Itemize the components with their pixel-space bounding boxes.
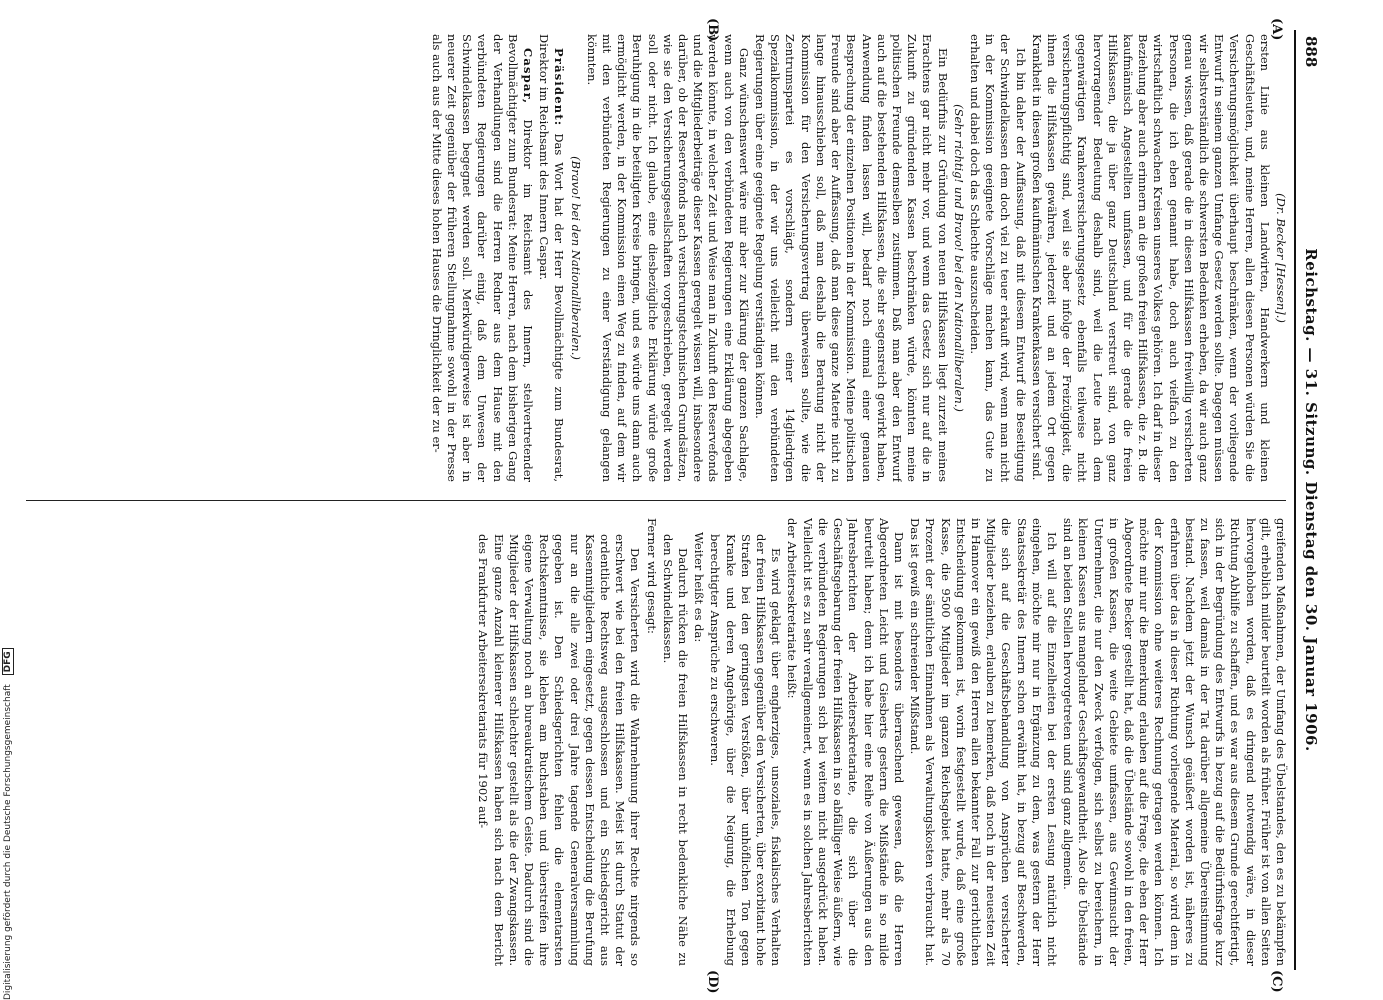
- margin-marker-d: (D): [705, 970, 720, 994]
- paragraph: Ganz wünschenswert wäre mir aber zur Klärung der ganzen Sachlage, wenn auch von den verbündeten Regierungen eine Erklärung abgegeben werden könnte, in welcher Zeit und Weise man in Zukunft den Reservefonds und die Mitgliederbeiträge dieser Kassen geregelt wissen will, insbesondere darüber, ob der Reservefonds nach versicherungstechnischen Grundsätzen, wie sie den Versicherungsgesellschaften vorgeschrieben, geregelt werden soll oder nicht. Ich glaube, eine diesbezügliche Erklärung würde große Beruhigung in die beteiligten Kreise bringen, und es würde uns dann auch ermöglicht werden, in der Kommission einen Weg zu finden, auf dem wir mit den verbündeten Regierungen zu einer Verständigung gelangen könnten.: [584, 34, 751, 482]
- interjection: (Sehr richtig! und Bravo! bei den Nationalliberalen.): [951, 104, 966, 412]
- paragraph: ersten Linie aus kleinen Landwirten, Handwerkern und kleinen Geschäftsleuten, und, meine Herren, allen diesen Personen würden Sie die Versicherungsmöglichkeit überhaupt beschränken, wenn der vorliegende Entwurf in seinem ganzen Umfange Gesetz werden sollte. Dagegen müssen wir selbstverständlich die schwersten Bedenken erheben, da wir auch ganz genau wissen, daß gerade die in diesen Hilfskassen freiwillig versicherten Personen, die ich eben genannt habe, doch auch vielfach zu den wirtschaftlich schwachen Kreisen unseres Volkes gehören. Ich darf in dieser Beziehung aber auch erinnern an die großen freien Hilfskassen, die z. B. die kaufmännisch Angestellten umfassen, und für die gerade die freien Hilfskassen, die ja über ganz Deutschland verstreut sind, von ganz hervorragender Bedeutung deshalb sind, weil die Leute nach dem gegenwärtigen Krankenversicherungsgesetz ebenfalls teilweise nicht versicherungspflichtig sind, weil sie aber infolge der Freizügigkeit, die ihnen die Hilfskassen gewähren, jederzeit und an jedem Ort gegen Krankheit in diesen großen kaufmännischen Krankenkassen versichert sind.: [1029, 34, 1272, 482]
- applause-note: (Bravo! bei den Nationalliberalen.): [568, 156, 583, 360]
- president-label: Präsident:: [552, 48, 567, 127]
- speaker-continuation: (Dr. Becker [Hessen].): [1274, 193, 1288, 323]
- speaker-paragraph: [429, 34, 535, 482]
- speaker-label: Caspar,: [521, 48, 536, 105]
- paragraph: Ich will auf die Einzelheiten bei der ersten Lesung natürlich nicht eingehen, möchte mir nur in Ergänzung zu dem, was gestern der Herr Staatssekretär des Innern schon erwähnt hat, in bezug auf Beschwerden, die sich auf die Geschäftsbehandlung von Ansprüchen versicherter Mitglieder beziehen, erlauben zu bemerken, daß noch in der neuesten Zeit in Hannover ein gewiß den Herren allen bekannter Fall zur gerichtlichen Entscheidung gekommen ist, worin festgestellt wurde, daß eine große Kasse, die 9500 Mitglieder im ganzen Reichsgebiet hatte, mehr als 70 Prozent der sämtlichen Einnahmen als Verwaltungskosten verbraucht hat. Das ist gewiß ein schreiender Mißstand.: [908, 518, 1059, 966]
- credit-text: Digitalisierung gefördert durch die Deutsche Forschungsgemeinschaft: [3, 684, 13, 1000]
- page-header: [1290, 20, 1330, 980]
- paragraph: Dann ist mit besonders überraschend gewesen, daß die Herren Abgeordneten Leicht und Giesberts gestern die Mißstände in so milde beurteilt haben; denn ich habe hier eine Reihe von Äußerungen aus den Jahresberichten der Arbeitersekretariate, die sich über die Geschäftsgebarung der freien Hilfskassen in so abfälliger Weise äußern, wie die verbündeten Regierungen sich bei weitem nicht ausgedrückt haben. Vielleicht ist es zu sehr verallgemeinert, wenn es in solchen Jahresberichten der Arbeitersekretariate heißt:: [785, 518, 906, 966]
- column-divider: [26, 500, 1286, 501]
- margin-marker-b: (B): [705, 18, 720, 42]
- left-column: [18, 34, 1288, 482]
- quote: Den Versicherten wird die Wahrnehmung ihrer Rechte nirgends so erschwert wie bei den freien Hilfskassen. Meist ist durch Statut der ordentliche Rechtsweg ausgeschlossen und ein Schiedsgericht aus Kassenmitgliedern eingesetzt, gegen dessen Entscheidung die Berufung nur an die alle zwei oder drei Jahre tagende Generalversammlung gegeben ist. Den Schiedsgerichten fehlen die elementarsten Rechtskenntnisse, sie kleben am Buchstaben und überstreifen ihre eigene Verwaltung noch an bureaukratischem Geiste. Dadurch sind die Mitglieder der Hilfskassen schlechter gestellt als die der Zwangskassen. Eine ganze Anzahl kleinerer Hilfskassen haben sich nach dem Bericht des Frankfurter Arbeitersekretariats für 1902 auf-: [476, 534, 643, 966]
- margin-marker-c: (C): [1269, 970, 1284, 993]
- speaker-text: Direktor im Reichsamt des Innern, stellvertretender Bevollmächtigter zum Bundesrat: Meine Herren, nach dem bisherigen Gang der Verhandlungen sind die Herren Redner aus dem Hause mit den verbündeten Regierungen darüber einig, daß dem Unwesen der Schwindelkassen begegnet werden soll. Merkwürdigerweise ist aber in neuerer Zeit gegenüber der früheren Stellungnahme sowohl in der Presse als auch aus der Mitte dieses hohen Hauses die Dringlichkeit der zu er-: [429, 34, 536, 482]
- page-title: Reichstag. — 31. Sitzung. Dienstag den 30. Januar 1906.: [1302, 248, 1320, 752]
- digitization-credit: [2, 0, 14, 1000]
- dfg-logo: DFG: [2, 648, 14, 675]
- president-text: Das Wort hat der Herr Bevollmächtigte zum Bundesrat, Direktor im Reichsamt des Innern Caspar.: [537, 34, 567, 482]
- quote: Dadurch rücken die freien Hilfskassen in recht bedenkliche Nähe zu den Schwindelkassen.: [660, 534, 691, 966]
- paragraph: greifenden Maßnahmen, der Umfang des Übelstandes, den es zu bekämpfen gilt, erheblich milder beurteilt worden als früher. Früher ist von allen Seiten hervorgehoben worden, daß es dringend notwendig wäre, in dieser Richtung Abhilfe zu schaffen, und es war aus diesem Grunde gerechtfertigt, sich in der Begründung des Entwurfs in bezug auf die Bedürfnisfrage kurz zu fassen, weil damals in der Tat darüber allgemeine Übereinstimmung bestand. Nachdem jetzt der Wunsch geäußert worden ist, näheres zu erfahren über das in dieser Richtung vorliegende Material, so wird dem in der Kommission ohne weiteres Rechnung getragen werden können. Ich möchte mir nur die Bemerkung erlauben auf die Frage, die eben der Herr Abgeordnete Becker gestellt hat, daß die Übelstände sowohl in den freien, in großen Kassen, die weite Gebiete umfassen, aus Gewinnsucht der Unternehmer, die nur den Zweck verfolgen, sich selbst zu bereichern, in kleinen Kassen aus mangelnder Geschäftsgewandtheit. Also die Übelstände sind an beiden Stellen hervorgetreten und sind ganz allgemein.: [1061, 518, 1288, 966]
- paragraph: Ein Bedürfnis zur Gründung von neuen Hilfskassen liegt zurzeit meines Erachtens gar nicht mehr vor, und wenn das Gesetz sich nur auf die in Zukunft zu gründenden Kassen beschränken würde, könnten meine politischen Freunde demselben zustimmen. Daß man aber den Entwurf auch auf die bestehenden Hilfskassen, die sehr segensreich gewirkt haben, Anwendung finden lassen will, bedarf noch einmal einer genauen Besprechung der einzelnen Positionen in der Kommission. Meine politischen Freunde sind aber der Auffassung, daß man diese ganze Materie nicht zu lange hinausschieben soll, daß man deshalb die Beratung nicht der Kommission für den Versicherungsvertrag überweisen sollte, wie die Zentrumspartei es vorschlägt, sondern einer 14gliedrigen Spezialkommission, in der wir uns vielleicht mit den verbündeten Regierungen über eine geeignete Regelung verständigen können.: [753, 34, 950, 482]
- margin-marker-a: (A): [1269, 18, 1284, 41]
- paragraph: Ferner wird gesagt:: [644, 518, 659, 634]
- paragraph: Ich bin daher der Auffassung, daß mit diesem Entwurf die Beseitigung der Schwindelkassen dem doch viel zu teuer erkauft wird, wenn man nicht in der Kommission geeignete Vorschläge machen kann, das Gute zu erhalten und dabei doch das Schlechte auszuscheiden.: [967, 34, 1028, 482]
- president-paragraph: [536, 34, 566, 482]
- paragraph: Weiter heißt es da:: [692, 532, 707, 643]
- header-rule: [1294, 30, 1296, 970]
- page-number: 888: [1302, 36, 1320, 68]
- quote: Es wird geklagt über engherziges, unsoziales, fiskalisches Verhalten der freien Hilfskassen gegenüber den Versicherten, über exorbitant hohe Strafen bei den geringsten Verstößen, über unhöflichen Ton gegen Kranke und deren Angehörige, über die Neigung, die Erhebung berechtigter Ansprüche zu erschweren.: [708, 534, 784, 966]
- right-column: [18, 518, 1288, 966]
- scanned-page: [0, 18, 1330, 994]
